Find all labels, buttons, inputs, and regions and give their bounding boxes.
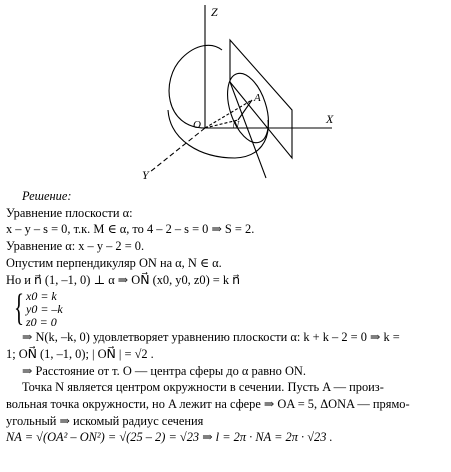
solution-line: вольная точка окружности, но A лежит на сфере ⇒ OA = 5, ΔONA — прямо- — [6, 397, 410, 412]
solution-line: Опустим перпендикуляр ON на α, N ∈ α. — [6, 255, 222, 270]
equation-system — [14, 288, 446, 329]
system-line: z0 = 0 — [26, 315, 57, 330]
point-o-label: O — [193, 119, 201, 131]
solution-line: ⇒ N(k, –k, 0) удовлетворяет уравнению плоскости α: k + k – 2 = 0 ⇒ k = — [22, 330, 400, 345]
y-axis-label: Y — [142, 168, 149, 182]
system-line: y0 = –k — [26, 302, 63, 317]
solution-line: Но и n⃗ (1, –1, 0) ⊥ α ⇒ ON⃗ (x0, y0, z0) = k n⃗ — [6, 272, 241, 287]
brace-icon: { — [14, 287, 25, 330]
z-axis-label: Z — [211, 5, 218, 19]
point-n-label: N — [232, 119, 240, 131]
solution-line: ⇒ Расстояние от т. O — центра сферы до α равно ON. — [22, 363, 306, 378]
solution-text — [6, 188, 446, 446]
solution-line: Уравнение плоскости α: — [6, 205, 133, 220]
section-circle — [220, 68, 276, 148]
point-a-label: A — [254, 92, 261, 104]
sphere-outline — [169, 45, 222, 128]
cutting-plane — [230, 40, 292, 158]
final-formula: NA = √(OA² – ON²) = √(25 – 2) = √23 ⇒ l = 2π · NA = 2π · √23 . — [6, 430, 333, 445]
solution-line: Уравнение α: x – y – 2 = 0. — [6, 239, 145, 254]
solution-heading: Решение: — [22, 189, 72, 203]
solution-line: угольный ⇒ искомый радиус сечения — [6, 413, 204, 428]
solution-line: x – y – s = 0, т.к. M ∈ α, то 4 – 2 – s = 0 ⇒ S = 2. — [6, 222, 255, 237]
solution-line: 1; ON⃗ (1, –1, 0); | ON⃗ | = √2 . — [6, 346, 154, 361]
sphere-outline-lower — [168, 110, 268, 158]
sphere-section-figure — [0, 0, 451, 190]
system-line: x0 = k — [26, 289, 57, 304]
x-axis-label: X — [326, 112, 334, 126]
solution-line: Точка N является центром окружности в сечении. Пусть A — произ- — [22, 380, 384, 395]
